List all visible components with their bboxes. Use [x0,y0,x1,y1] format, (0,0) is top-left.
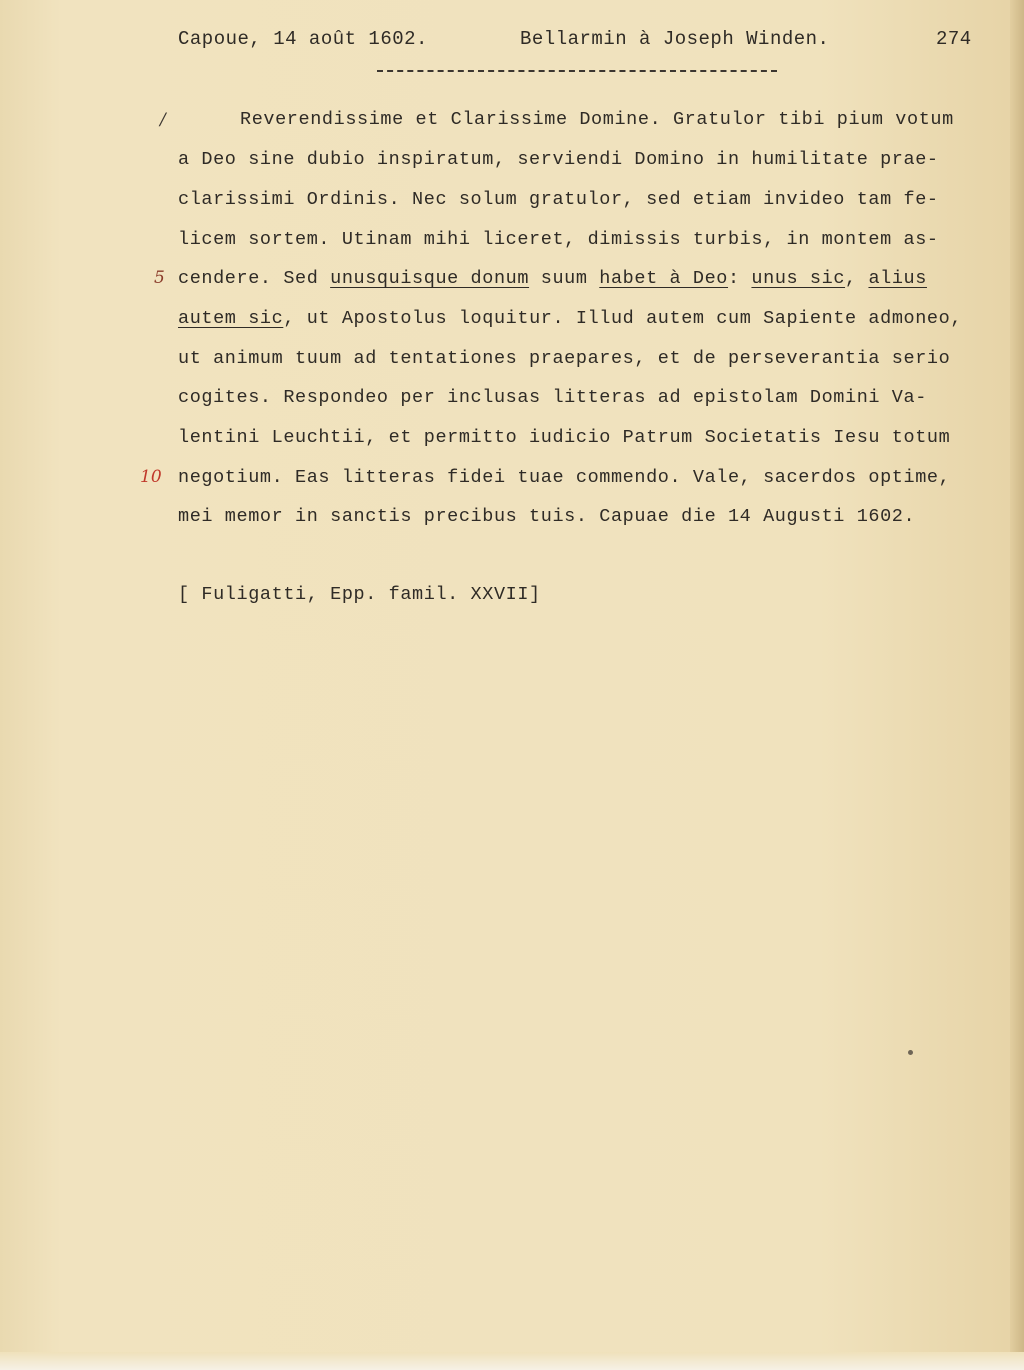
line-6-text-1: , ut Apostolus loquitur. Illud autem cum Sapiente admoneo, [283,308,963,329]
line-5-text-2: suum [529,268,600,289]
line-5-text-1: cendere. Sed [178,268,331,289]
page-header [0,28,1024,58]
page-edge-shadow [1010,0,1024,1370]
underlined-phrase-autem-sic: autem sic [178,308,284,329]
letter-line-5 [178,266,927,292]
margin-number-10: 10 [140,467,162,487]
letter-line-8: cogites. Respondeo per inclusas litteras ad epistolam Domini Va- [178,387,927,408]
line-5-text-4: , [845,268,869,289]
header-title: Bellarmin à Joseph Winden. [520,28,830,50]
paper-speck [908,1050,913,1055]
letter-line-7: ut animum tuum ad tentationes praepares, et de perseverantia serio [178,348,951,369]
letter-line-9: lentini Leuchtii, et permitto iudicio Patrum Societatis Iesu totum [178,427,951,448]
underlined-phrase-habet: habet à Deo [599,268,729,289]
page-number: 274 [936,28,972,50]
underlined-phrase-alius: alius [868,268,927,289]
underlined-phrase-unusquisque: unusquisque donum [330,268,530,289]
letter-line-11: mei memor in sanctis precibus tuis. Capuae die 14 Augusti 1602. [178,506,916,527]
page-bottom-edge [0,1352,1024,1370]
letter-line-6 [178,306,962,332]
letter-line-2: a Deo sine dubio inspiratum, serviendi Domino in humilitate prae- [178,149,939,170]
header-place-date: Capoue, 14 août 1602. [178,28,428,50]
underlined-phrase-unus-sic: unus sic [751,268,846,289]
header-dashed-rule [377,70,777,72]
margin-mark-line-1: / [160,110,166,130]
line-5-text-3: : [728,268,752,289]
letter-line-10: negotium. Eas litteras fidei tuae commendo. Vale, sacerdos optime, [178,467,951,488]
source-citation: [ Fuligatti, Epp. famil. XXVII] [178,584,541,605]
margin-number-5: 5 [154,268,165,288]
letter-line-4: licem sortem. Utinam mihi liceret, dimissis turbis, in montem as- [178,229,939,250]
letter-line-3: clarissimi Ordinis. Nec solum gratulor, sed etiam invideo tam fe- [178,189,939,210]
letter-line-1: Reverendissime et Clarissime Domine. Gratulor tibi pium votum [240,109,954,130]
